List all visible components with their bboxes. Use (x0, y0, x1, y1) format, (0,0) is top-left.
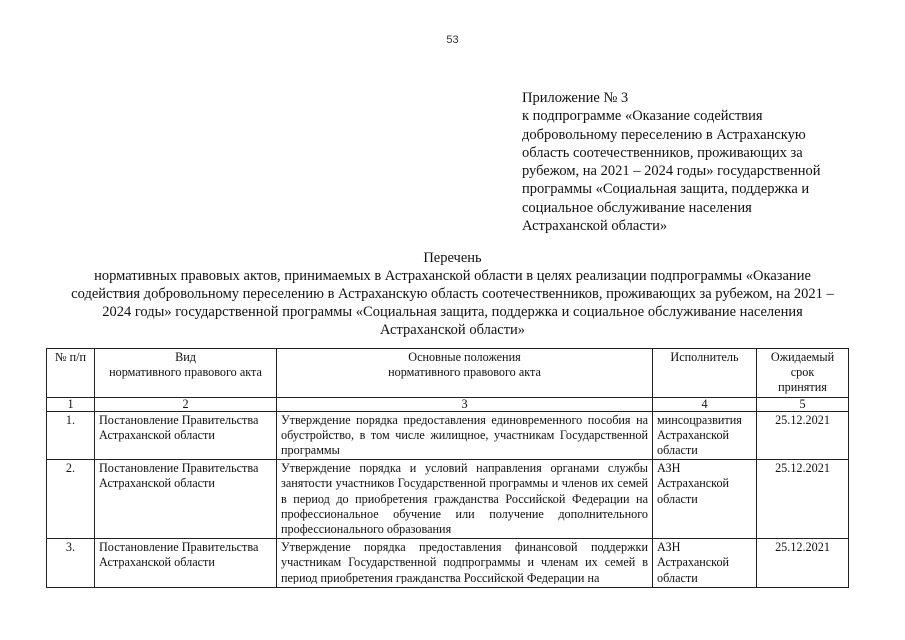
title-subheading (0, 267, 905, 339)
header-provisions (277, 349, 653, 398)
header-num-label: № п/п (54, 350, 87, 364)
row-executor: АЗН Астраханской области (653, 460, 757, 539)
table-row (47, 411, 849, 460)
header-provisions-line: нормативного правового акта (388, 365, 541, 380)
appendix-line: Астраханской области» (522, 218, 668, 235)
header-num (47, 349, 95, 398)
header-executor-label: Исполнитель (670, 350, 739, 364)
appendix-line: социальное обслуживание населения (522, 199, 752, 216)
table-header-row (47, 349, 849, 398)
header-term (757, 349, 849, 398)
row-num: 1. (47, 411, 95, 460)
document-title (0, 249, 905, 339)
title-line: нормативных правовых актов, принимаемых в Астраханской области в целях реализации подпрограммы «Оказание (94, 268, 811, 284)
title-heading: Перечень (423, 250, 482, 266)
row-provisions: Утверждение порядка и условий направления органами службы занятости участников Государственной программы и членов их семей в период до приобретения гражданства Российской Федерации на профессиональное обучение или получение дополнительного профессионального образования (277, 460, 653, 539)
header-term-line: Ожидаемый (770, 350, 835, 364)
column-number: 5 (757, 397, 849, 411)
header-kind (95, 349, 277, 398)
page-number: 53 (446, 34, 459, 46)
column-number: 3 (277, 397, 653, 411)
row-num: 2. (47, 460, 95, 539)
row-kind: Постановление Правительства Астраханской области (95, 411, 277, 460)
row-kind: Постановление Правительства Астраханской области (95, 539, 277, 588)
row-executor: АЗН Астраханской области (653, 539, 757, 588)
header-term-line: срок (790, 365, 815, 380)
appendix-line: Приложение № 3 (522, 90, 629, 106)
title-line: содействия добровольному переселению в Астраханскую область соотечественников, проживающих за рубежом, на 2021 – (71, 286, 834, 302)
column-number-row (47, 397, 849, 411)
header-term-line: принятия (778, 380, 827, 395)
row-provisions-text: Утверждение порядка предоставления финансовой поддержки участникам Государственной подпрограммы и членам их семей в период приобретения гражданства Российской Федерации на (281, 540, 648, 585)
row-provisions (277, 539, 653, 588)
title-line: 2024 годы» государственной программы «Социальная защита, поддержка и социальное обслуживание населения (102, 304, 803, 320)
appendix-line: область соотечественников, проживающих за (522, 144, 803, 161)
row-provisions: Утверждение порядка предоставления единовременного пособия на обустройство, в том числе жилищное, участникам Государственной программы (277, 411, 653, 460)
appendix-line: добровольному переселению в Астраханскую (522, 126, 806, 143)
row-term: 25.12.2021 (757, 539, 849, 588)
appendix-block (522, 89, 852, 235)
header-executor (653, 349, 757, 398)
row-executor: минсоцразвития Астраханской области (653, 411, 757, 460)
table-row (47, 539, 849, 588)
column-number: 2 (95, 397, 277, 411)
title-line: Астраханской области» (379, 322, 526, 338)
table-row (47, 460, 849, 539)
appendix-line: рубежом, на 2021 – 2024 годы» государственной (522, 163, 821, 180)
header-kind-line: нормативного правового акта (109, 365, 262, 380)
header-kind-line: Вид (175, 350, 196, 364)
column-number: 1 (47, 397, 95, 411)
row-kind: Постановление Правительства Астраханской области (95, 460, 277, 539)
column-number: 4 (653, 397, 757, 411)
row-term: 25.12.2021 (757, 411, 849, 460)
row-num: 3. (47, 539, 95, 588)
appendix-line: программы «Социальная защита, поддержка и (522, 181, 810, 198)
header-provisions-line: Основные положения (408, 350, 521, 364)
row-term: 25.12.2021 (757, 460, 849, 539)
appendix-line: к подпрограмме «Оказание содействия (522, 108, 763, 125)
acts-table (46, 348, 849, 588)
